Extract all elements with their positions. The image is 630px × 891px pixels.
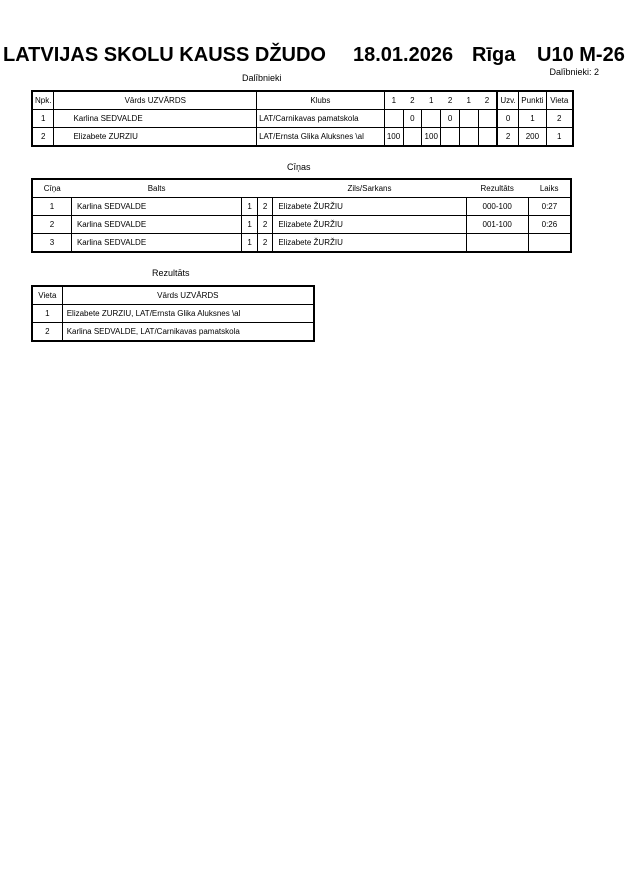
cell-time: 0:26: [528, 216, 571, 234]
cell-npk: 1: [32, 110, 54, 128]
cell-place: 1: [32, 305, 62, 323]
cell-place: 2: [32, 323, 62, 342]
cell-club: LAT/Ernsta Glika Aluksnes \al: [257, 128, 384, 147]
header-points: Punkti: [519, 91, 546, 110]
table-row: [32, 110, 573, 128]
cell-fight-no: 2: [32, 216, 71, 234]
header-club: Klubs: [257, 91, 384, 110]
cell-points: 200: [519, 128, 546, 147]
cell-round: 0: [403, 110, 422, 128]
header-place: Vieta: [32, 286, 62, 305]
cell-place: 2: [546, 110, 573, 128]
header-name: Vārds UZVĀRDS: [54, 91, 257, 110]
table-row: [32, 323, 314, 342]
header-npk: Npk.: [32, 91, 54, 110]
cell-round: 0: [441, 110, 460, 128]
header-white: Balts: [147, 184, 166, 193]
cell-blue-score: 2: [257, 234, 273, 253]
fights-header-row: [32, 179, 571, 198]
cell-round: [422, 110, 441, 128]
cell-time: [528, 234, 571, 253]
results-heading: Rezultāts: [152, 268, 190, 278]
header-round: 1: [466, 96, 471, 105]
event-category: U10 M-26: [537, 44, 625, 66]
cell-round: [441, 128, 460, 147]
header-name: Vārds UZVĀRDS: [62, 286, 314, 305]
cell-result: [466, 234, 528, 253]
cell-name: Karlina SEDVALDE: [54, 110, 257, 128]
cell-white: Karlina SEDVALDE: [71, 234, 241, 253]
cell-round: [478, 128, 497, 147]
event-title: LATVIJAS SKOLU KAUSS DŽUDO: [3, 44, 326, 66]
event-date: 18.01.2026: [353, 44, 454, 66]
header-place: Vieta: [546, 91, 573, 110]
cell-name: Elizabete ZURZIU, LAT/Ernsta Glika Aluksnes \al: [62, 305, 314, 323]
header-wins: Uzv.: [497, 91, 519, 110]
participants-count: Dalībnieki: 2: [549, 67, 599, 77]
table-row: [32, 305, 314, 323]
cell-points: 1: [519, 110, 546, 128]
table-row: [32, 198, 571, 216]
cell-blue: Elizabete ŽURŽIU: [273, 216, 466, 234]
cell-white: Karlina SEDVALDE: [71, 216, 241, 234]
cell-white-score: 1: [242, 198, 258, 216]
fights-table: [31, 178, 572, 253]
cell-blue-score: 2: [257, 198, 273, 216]
cell-club: LAT/Carnikavas pamatskola: [257, 110, 384, 128]
header-round: 2: [447, 96, 453, 105]
results-header-row: [32, 286, 314, 305]
table-row: [32, 216, 571, 234]
cell-white: Karlina SEDVALDE: [71, 198, 241, 216]
cell-round: [459, 110, 478, 128]
header-round: 1: [429, 96, 434, 105]
cell-round: 100: [422, 128, 441, 147]
cell-white-score: 1: [242, 234, 258, 253]
header-blue: Zils/Sarkans: [347, 184, 392, 193]
cell-white-score: 1: [242, 216, 258, 234]
cell-fight-no: 1: [32, 198, 71, 216]
cell-wins: 0: [497, 110, 519, 128]
cell-round: [459, 128, 478, 147]
header-round: 1: [391, 96, 397, 105]
cell-fight-no: 3: [32, 234, 71, 253]
cell-blue: Elizabete ŽURŽIU: [273, 198, 466, 216]
cell-blue-score: 2: [257, 216, 273, 234]
cell-wins: 2: [497, 128, 519, 147]
participants-header-row: [32, 91, 573, 110]
cell-name: Karlina SEDVALDE, LAT/Carnikavas pamatskola: [62, 323, 314, 342]
cell-round: [384, 110, 403, 128]
table-row: [32, 128, 573, 147]
cell-result: 001-100: [466, 216, 528, 234]
header-fight: Cīņa: [43, 184, 61, 193]
cell-result: 000-100: [466, 198, 528, 216]
header-result: Rezultāts: [480, 184, 514, 193]
cell-blue: Elizabete ŽURŽIU: [273, 234, 466, 253]
table-row: [32, 234, 571, 253]
header-round: 2: [484, 96, 490, 105]
results-table: [31, 285, 315, 342]
header-round: 2: [410, 96, 415, 105]
participants-table: [31, 90, 574, 147]
cell-round: [478, 110, 497, 128]
cell-npk: 2: [32, 128, 54, 147]
fights-heading: Cīņas: [287, 162, 311, 172]
cell-name: Elizabete ZURZIU: [54, 128, 257, 147]
cell-round: [403, 128, 422, 147]
cell-time: 0:27: [528, 198, 571, 216]
event-city: Rīga: [472, 44, 516, 66]
header-time: Laiks: [539, 184, 559, 193]
cell-round: 100: [384, 128, 403, 147]
participants-heading: Dalībnieki: [242, 73, 282, 83]
cell-place: 1: [546, 128, 573, 147]
